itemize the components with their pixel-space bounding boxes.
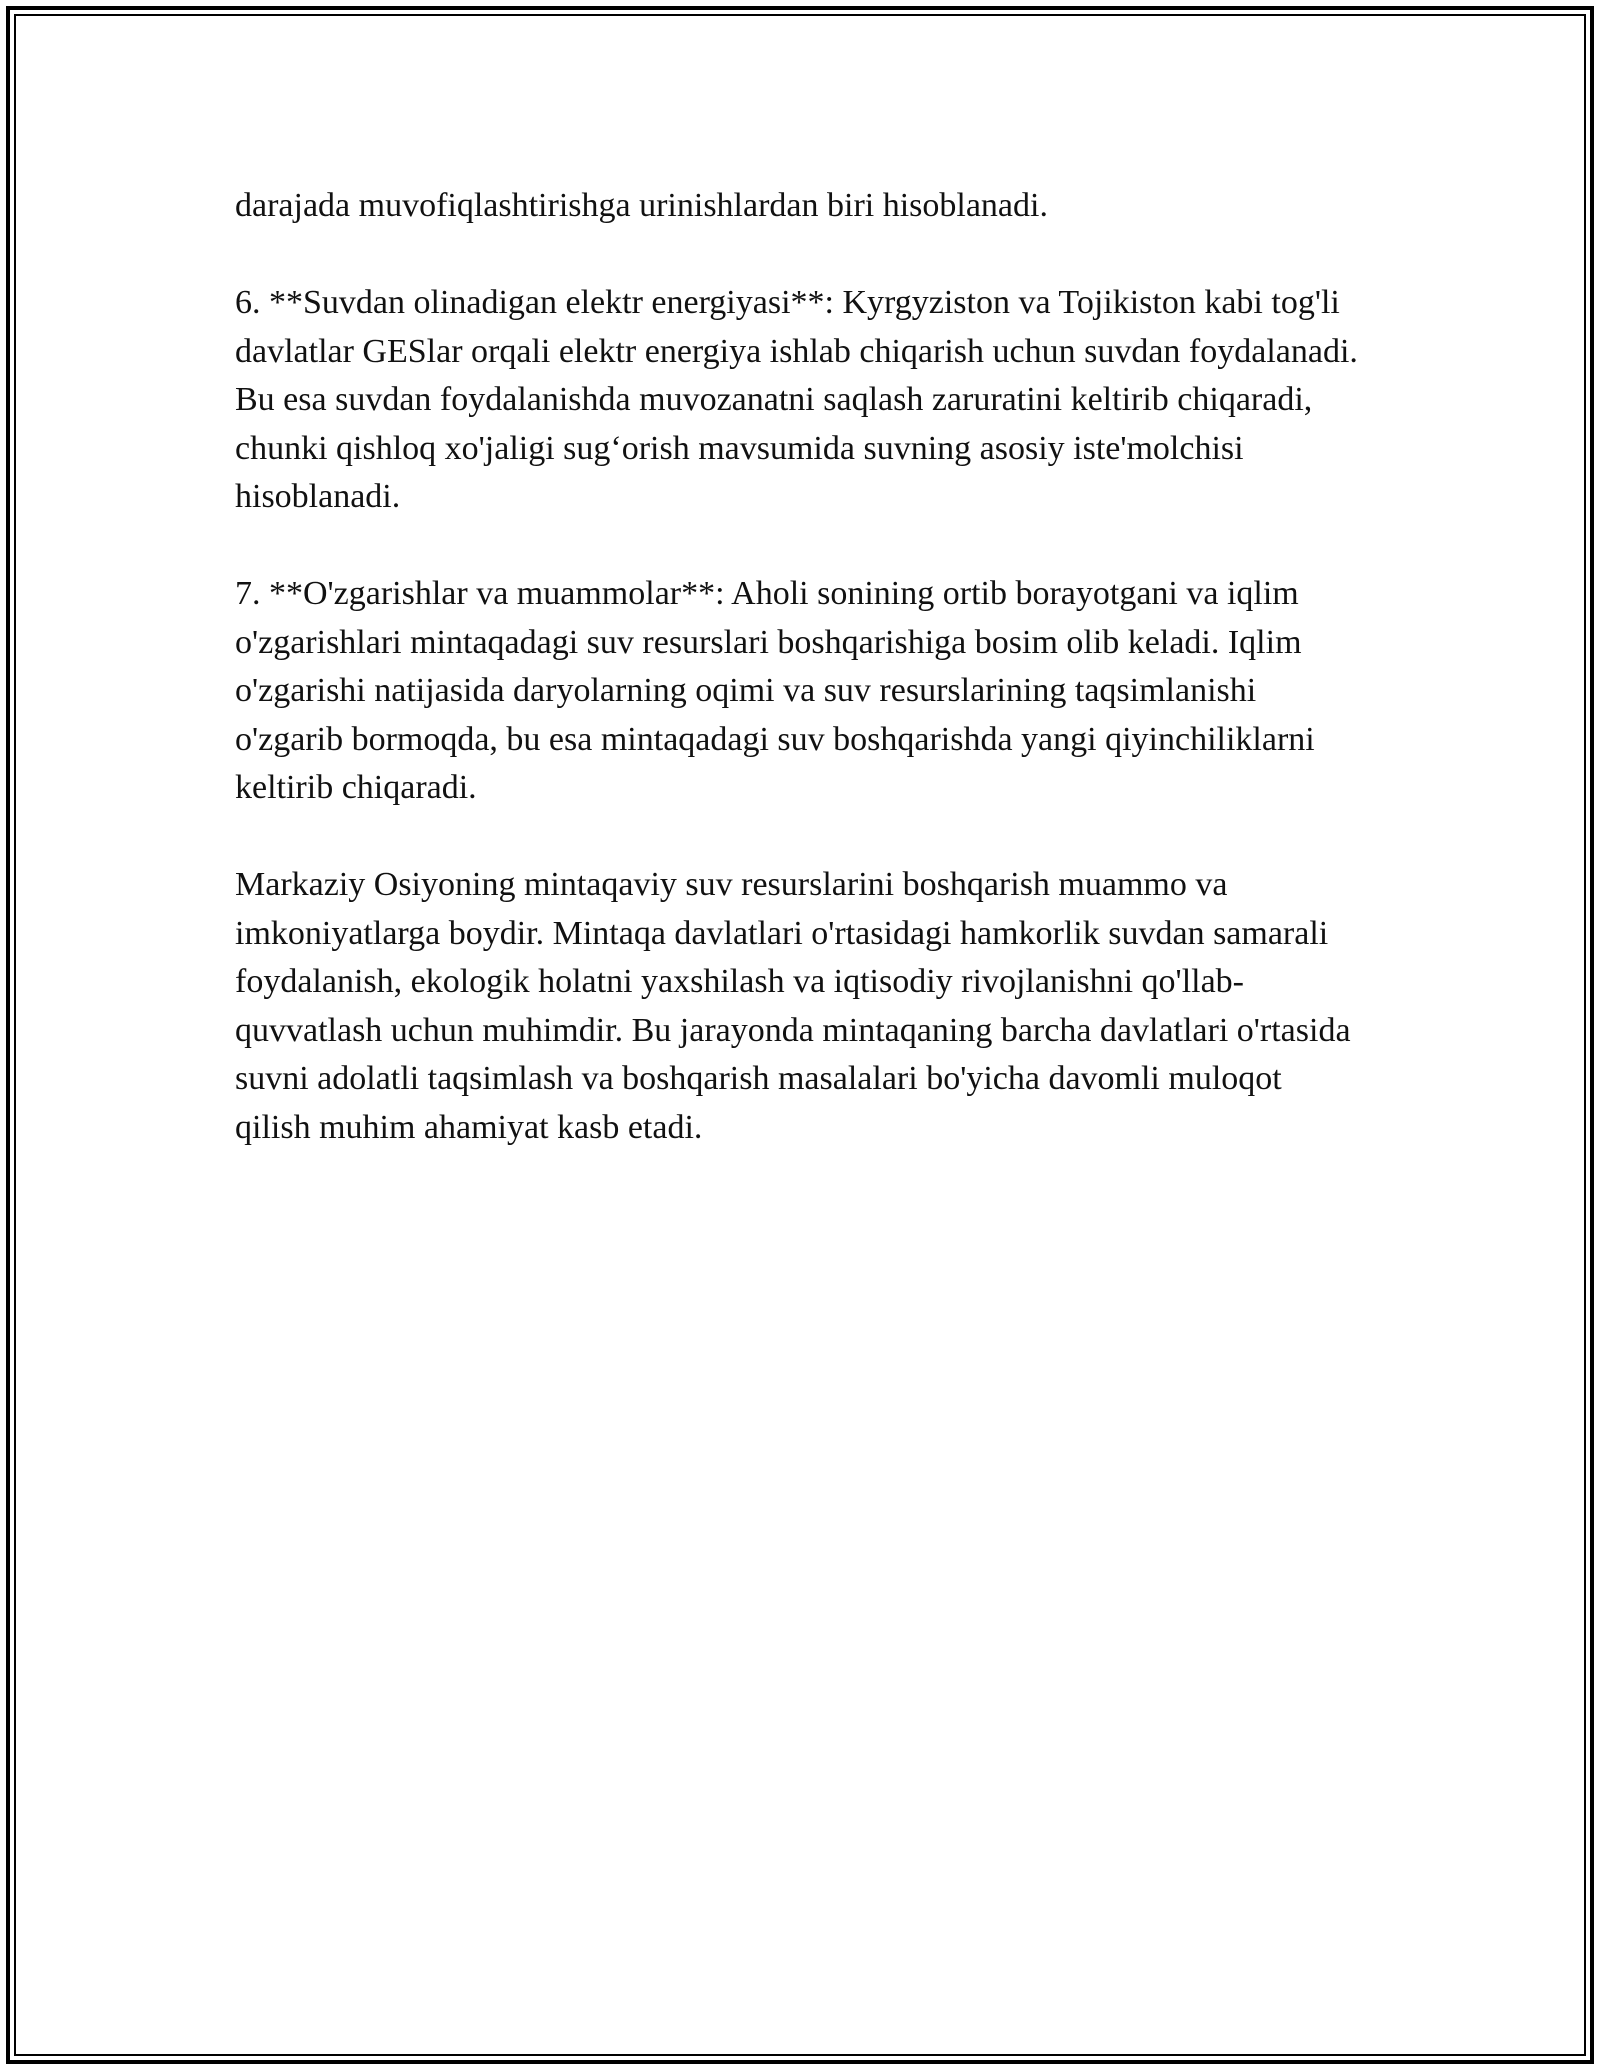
paragraph-continuation: darajada muvofiqlashtirishga urinishlardan biri hisoblanadi. — [235, 187, 1048, 224]
document-body — [235, 182, 1365, 1201]
paragraph-item-6: 6. **Suvdan olinadigan elektr energiyasi**: Kyrgyziston va Tojikiston kabi tog'li davlatlar GESlar orqali elektr energiya ishlab chiqarish uchun suvdan foydalanadi. Bu esa suvdan foydalanishda muvozanatni saqlash zaruratini keltirib chiqaradi, chunki qishloq xo'jaligi sug‘orish mavsumida suvning asosiy iste'molchisi hisoblanadi. — [235, 284, 1358, 515]
paragraph-item-7: 7. **O'zgarishlar va muammolar**: Aholi sonining ortib borayotgani va iqlim o'zgarishlari mintaqadagi suv resurslari boshqarishiga bosim olib keladi. Iqlim o'zgarishi natijasida daryolarning oqimi va suv resurslarining taqsimlanishi o'zgarib bormoqda, bu esa mintaqadagi suv boshqarishda yangi qiyinchiliklarni keltirib chiqaradi. — [235, 575, 1315, 806]
paragraph-conclusion: Markaziy Osiyoning mintaqaviy suv resurslarini boshqarish muammo va imkoniyatlarga boydir. Mintaqa davlatlari o'rtasidagi hamkorlik suvdan samarali foydalanish, ekologik holatni yaxshilash va iqtisodiy rivojlanishni qo'llab-quvvatlash uchun muhimdir. Bu jarayonda mintaqaning barcha davlatlari o'rtasida suvni adolatli taqsimlash va boshqarish masalalari bo'yicha davomli muloqot qilish muhim ahamiyat kasb etadi. — [235, 866, 1351, 1146]
